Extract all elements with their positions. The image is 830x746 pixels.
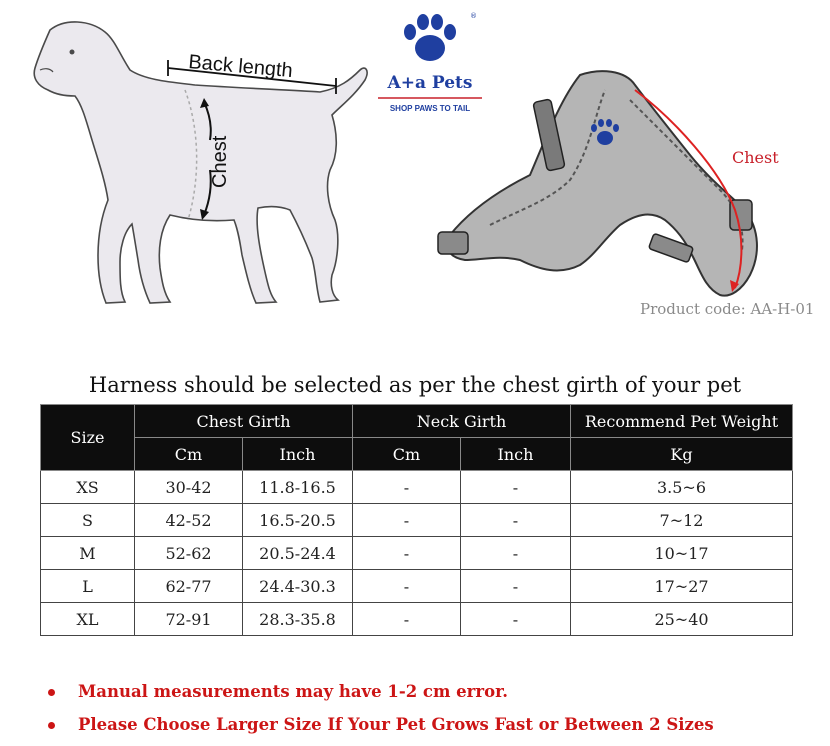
note-text: Manual measurements may have 1-2 cm error.: [78, 682, 508, 701]
cell-kg: 25~40: [571, 603, 793, 636]
chest-label: Chest: [209, 135, 231, 188]
cell-kg: 7~12: [571, 504, 793, 537]
cell-chest-cm: 52-62: [135, 537, 243, 570]
cell-neck-cm: -: [353, 471, 461, 504]
cell-kg: 10~17: [571, 537, 793, 570]
table-row: [41, 471, 793, 504]
header-neck-cm: Cm: [353, 438, 461, 471]
table-title: Harness should be selected as per the chest girth of your pet: [88, 373, 742, 397]
header-size: Size: [41, 405, 135, 471]
harness-product-illustration: [430, 60, 790, 305]
product-code: Product code: AA-H-01: [640, 300, 815, 318]
cell-neck-cm: -: [353, 537, 461, 570]
table-row: [41, 603, 793, 636]
harness-chest-label: Chest: [732, 148, 779, 167]
cell-chest-inch: 11.8-16.5: [243, 471, 353, 504]
cell-chest-cm: 72-91: [135, 603, 243, 636]
cell-neck-cm: -: [353, 603, 461, 636]
back-length-label: Back length: [187, 51, 294, 83]
cell-neck-cm: -: [353, 504, 461, 537]
cell-neck-inch: -: [461, 570, 571, 603]
table-row: [41, 504, 793, 537]
notes-list: [48, 680, 808, 746]
brand-tagline: SHOP PAWS TO TAIL: [389, 104, 471, 113]
cell-size: S: [41, 504, 135, 537]
registered-mark: ®: [470, 12, 477, 20]
header-neck-inch: Inch: [461, 438, 571, 471]
dog-measurement-illustration: [20, 10, 380, 330]
cell-chest-inch: 16.5-20.5: [243, 504, 353, 537]
harness-body: [447, 71, 757, 295]
size-chart-table: [40, 404, 793, 636]
table-row: [41, 537, 793, 570]
cell-chest-cm: 62-77: [135, 570, 243, 603]
note-text: Please Choose Larger Size If Your Pet Grows Fast or Between 2 Sizes: [78, 715, 714, 734]
brand-name: A+a Pets: [387, 73, 473, 93]
cell-neck-cm: -: [353, 570, 461, 603]
cell-kg: 17~27: [571, 570, 793, 603]
paw-icon: [404, 14, 456, 61]
cell-neck-inch: -: [461, 537, 571, 570]
bullet-icon: [48, 722, 55, 729]
cell-size: XS: [41, 471, 135, 504]
header-chest-girth: Chest Girth: [135, 405, 353, 438]
cell-size: M: [41, 537, 135, 570]
note-item: [48, 680, 808, 713]
cell-neck-inch: -: [461, 471, 571, 504]
cell-chest-inch: 24.4-30.3: [243, 570, 353, 603]
header-chest-inch: Inch: [243, 438, 353, 471]
header-weight-kg: Kg: [571, 438, 793, 471]
cell-chest-inch: 28.3-35.8: [243, 603, 353, 636]
cell-chest-cm: 42-52: [135, 504, 243, 537]
table-row: [41, 570, 793, 603]
cell-neck-inch: -: [461, 603, 571, 636]
cell-chest-inch: 20.5-24.4: [243, 537, 353, 570]
note-item: [48, 713, 808, 746]
cell-neck-inch: -: [461, 504, 571, 537]
cell-kg: 3.5~6: [571, 471, 793, 504]
bullet-icon: [48, 689, 55, 696]
cell-size: L: [41, 570, 135, 603]
header-weight: Recommend Pet Weight: [571, 405, 793, 438]
cell-chest-cm: 30-42: [135, 471, 243, 504]
header-chest-cm: Cm: [135, 438, 243, 471]
cell-size: XL: [41, 603, 135, 636]
header-neck-girth: Neck Girth: [353, 405, 571, 438]
